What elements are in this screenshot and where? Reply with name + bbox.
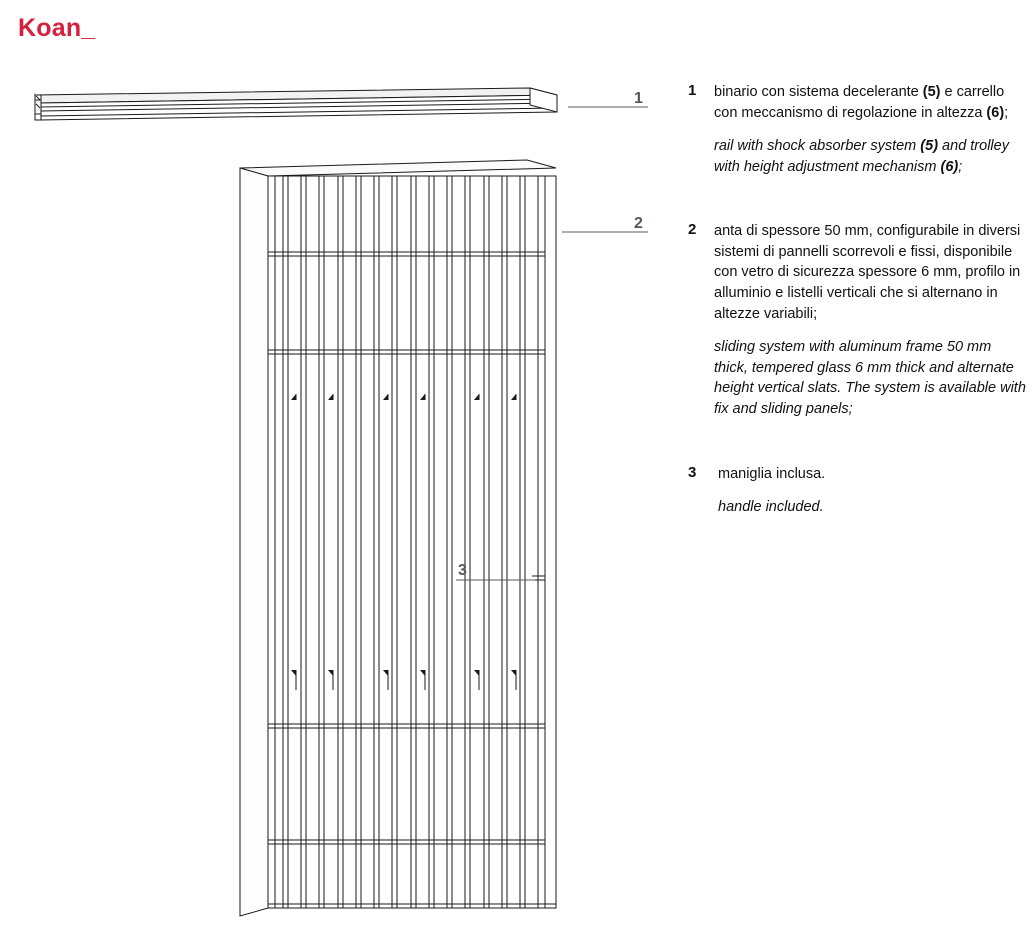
legend-text-it-1: binario con sistema decelerante (5) e carrello con meccanismo di regolazione in altezza (6); [714, 84, 1009, 121]
legend-text-it-2: anta di spessore 50 mm, configurabile in diversi sistemi di pannelli scorrevoli e fissi, disponibile con vetro di sicurezza spessore 6 mm, profilo in alluminio e listelli verticali che si alternano in altezze variabili; [714, 223, 1021, 322]
legend-text-en-2: sliding system with aluminum frame 50 mm thick, tempered glass 6 mm thick and alternate height vertical slats. The system is available with fix and sliding panels; [714, 339, 1026, 417]
legend-item-2 [688, 221, 1026, 419]
sliding-panel-with-vertical-slats [240, 160, 556, 916]
legend-body-2 [714, 221, 1026, 419]
legend-text-en-1: rail with shock absorber system (5) and trolley with height adjustment mechanism (6); [714, 138, 1009, 175]
legend-body-1 [714, 82, 1026, 177]
legend-text-en-3: handle included. [718, 499, 824, 516]
legend-index-2: 2 [688, 221, 697, 239]
legend-body-3 [718, 464, 1026, 518]
rail-track [35, 88, 557, 120]
legend [688, 82, 1026, 540]
callout-number-2: 2 [634, 215, 643, 232]
legend-item-3 [688, 464, 1026, 518]
brand-logo: Koan_ [18, 14, 96, 42]
legend-text-it-3: maniglia inclusa. [718, 465, 826, 482]
callout-number-3: 3 [458, 562, 467, 579]
legend-index-3: 3 [688, 463, 697, 481]
callout-number-1: 1 [634, 90, 643, 107]
legend-index-1: 1 [688, 82, 697, 99]
legend-item-1 [688, 82, 1026, 177]
